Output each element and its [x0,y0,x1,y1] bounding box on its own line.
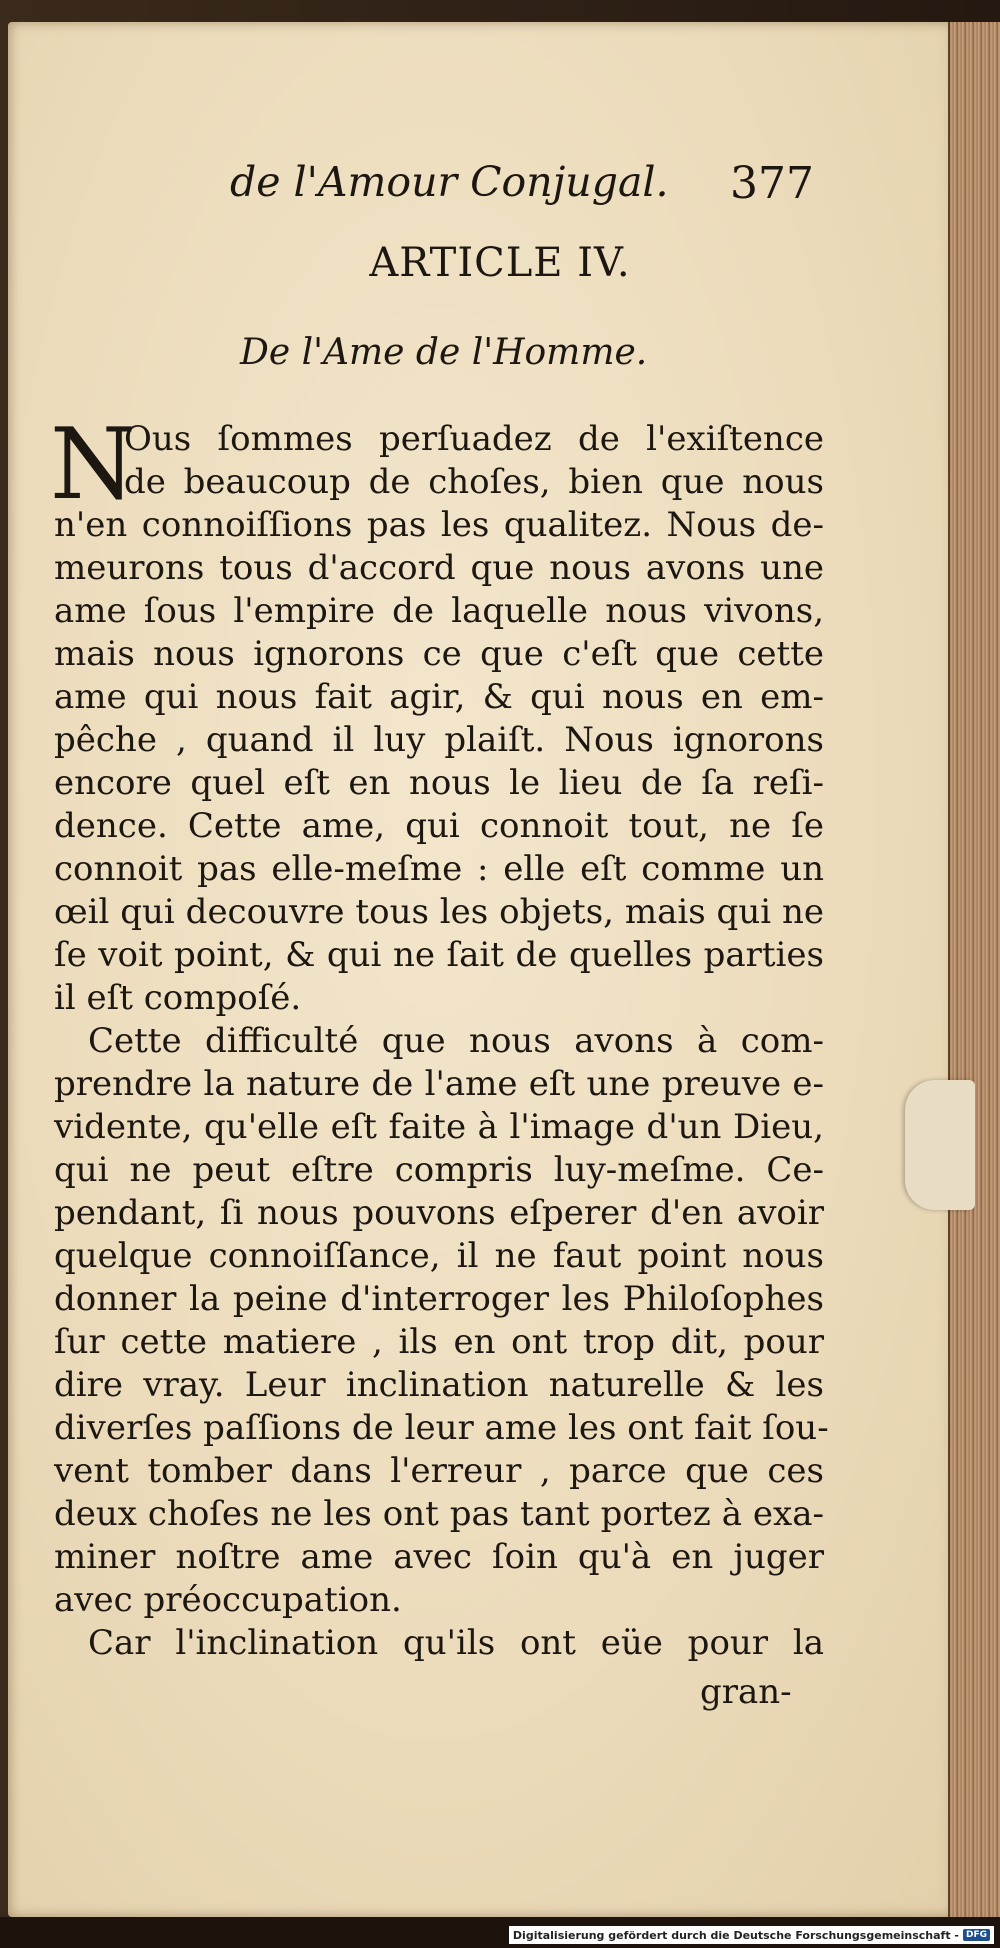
page-edges [948,22,1000,1917]
text-line: Ous ſommes perſuadez de l'exiſtence [124,419,824,459]
body-text [50,408,829,1665]
text-line: ſe voit point, & qui ne ſait de quelles parties [54,935,824,975]
text-line: qui ne peut eſtre compris luy-meſme. Ce- [54,1150,824,1190]
text-line: donner la peine d'interroger les Philoſophes [54,1279,824,1319]
text-line: il eſt compoſé. [54,978,302,1018]
text-line: vent tomber dans l'erreur , parce que ces [54,1451,824,1491]
text-line: connoit pas elle-meſme : elle eſt comme un [54,849,824,889]
text-line: ame ſous l'empire de laquelle nous vivons, [54,591,824,631]
drop-cap: N [50,408,136,522]
running-head: de l'Amour Conjugal. [230,158,669,206]
text-line: mais nous ignorons ce que c'eſt que cette [54,634,824,674]
text-line: ſur cette matiere , ils en ont trop dit, pour [54,1322,824,1362]
text-line: quelque connoiſſance, il ne faut point nous [54,1236,824,1276]
text-line: dire vray. Leur inclination naturelle & les [54,1365,824,1405]
text-line: pendant, ſi nous pouvons eſperer d'en avoir [54,1193,824,1233]
text-line: diverſes paſſions de leur ame les ont fait ſou- [54,1408,829,1448]
text-line: pêche , quand il luy plaiſt. Nous ignorons [54,720,824,760]
text-line: œil qui decouvre tous les objets, mais qui ne [54,892,824,932]
scan-footer [0,1917,1000,1948]
text-line: meurons tous d'accord que nous avons une [54,548,824,588]
text-line: miner noſtre ame avec ſoin qu'à en juger [54,1537,824,1577]
text-line: dence. Cette ame, qui connoit tout, ne ſe [54,806,824,846]
text-line: Cette difficulté que nous avons à com- [88,1021,824,1061]
text-line: vidente, qu'elle eſt faite à l'image d'un Dieu, [54,1107,824,1147]
text-line: ame qui nous fait agir, & qui nous en em- [54,677,824,717]
text-line: encore quel eſt en nous le lieu de ſa reſi- [54,763,824,803]
catchword: gran- [700,1672,792,1712]
credit-line [509,1926,994,1944]
text-line: Car l'inclination qu'ils ont eüe pour la [88,1623,824,1663]
text-line: n'en connoiſſions pas les qualitez. Nous de- [54,505,824,545]
page-tab [905,1080,975,1210]
text-line: deux choſes ne les ont pas tant portez à exa- [54,1494,824,1534]
section-title: De l'Ame de l'Homme. [240,332,648,373]
dfg-logo: DFG [963,1929,990,1941]
text-line: de beaucoup de choſes, bien que nous [124,462,824,502]
text-line: prendre la nature de l'ame eſt une preuve e- [54,1064,824,1104]
text-line: avec préoccupation. [54,1580,402,1620]
page-number: 377 [730,158,814,209]
credit-text: Digitalisierung gefördert durch die Deutsche Forschungsgemeinschaft - [512,1928,959,1942]
article-title: ARTICLE IV. [369,240,631,286]
